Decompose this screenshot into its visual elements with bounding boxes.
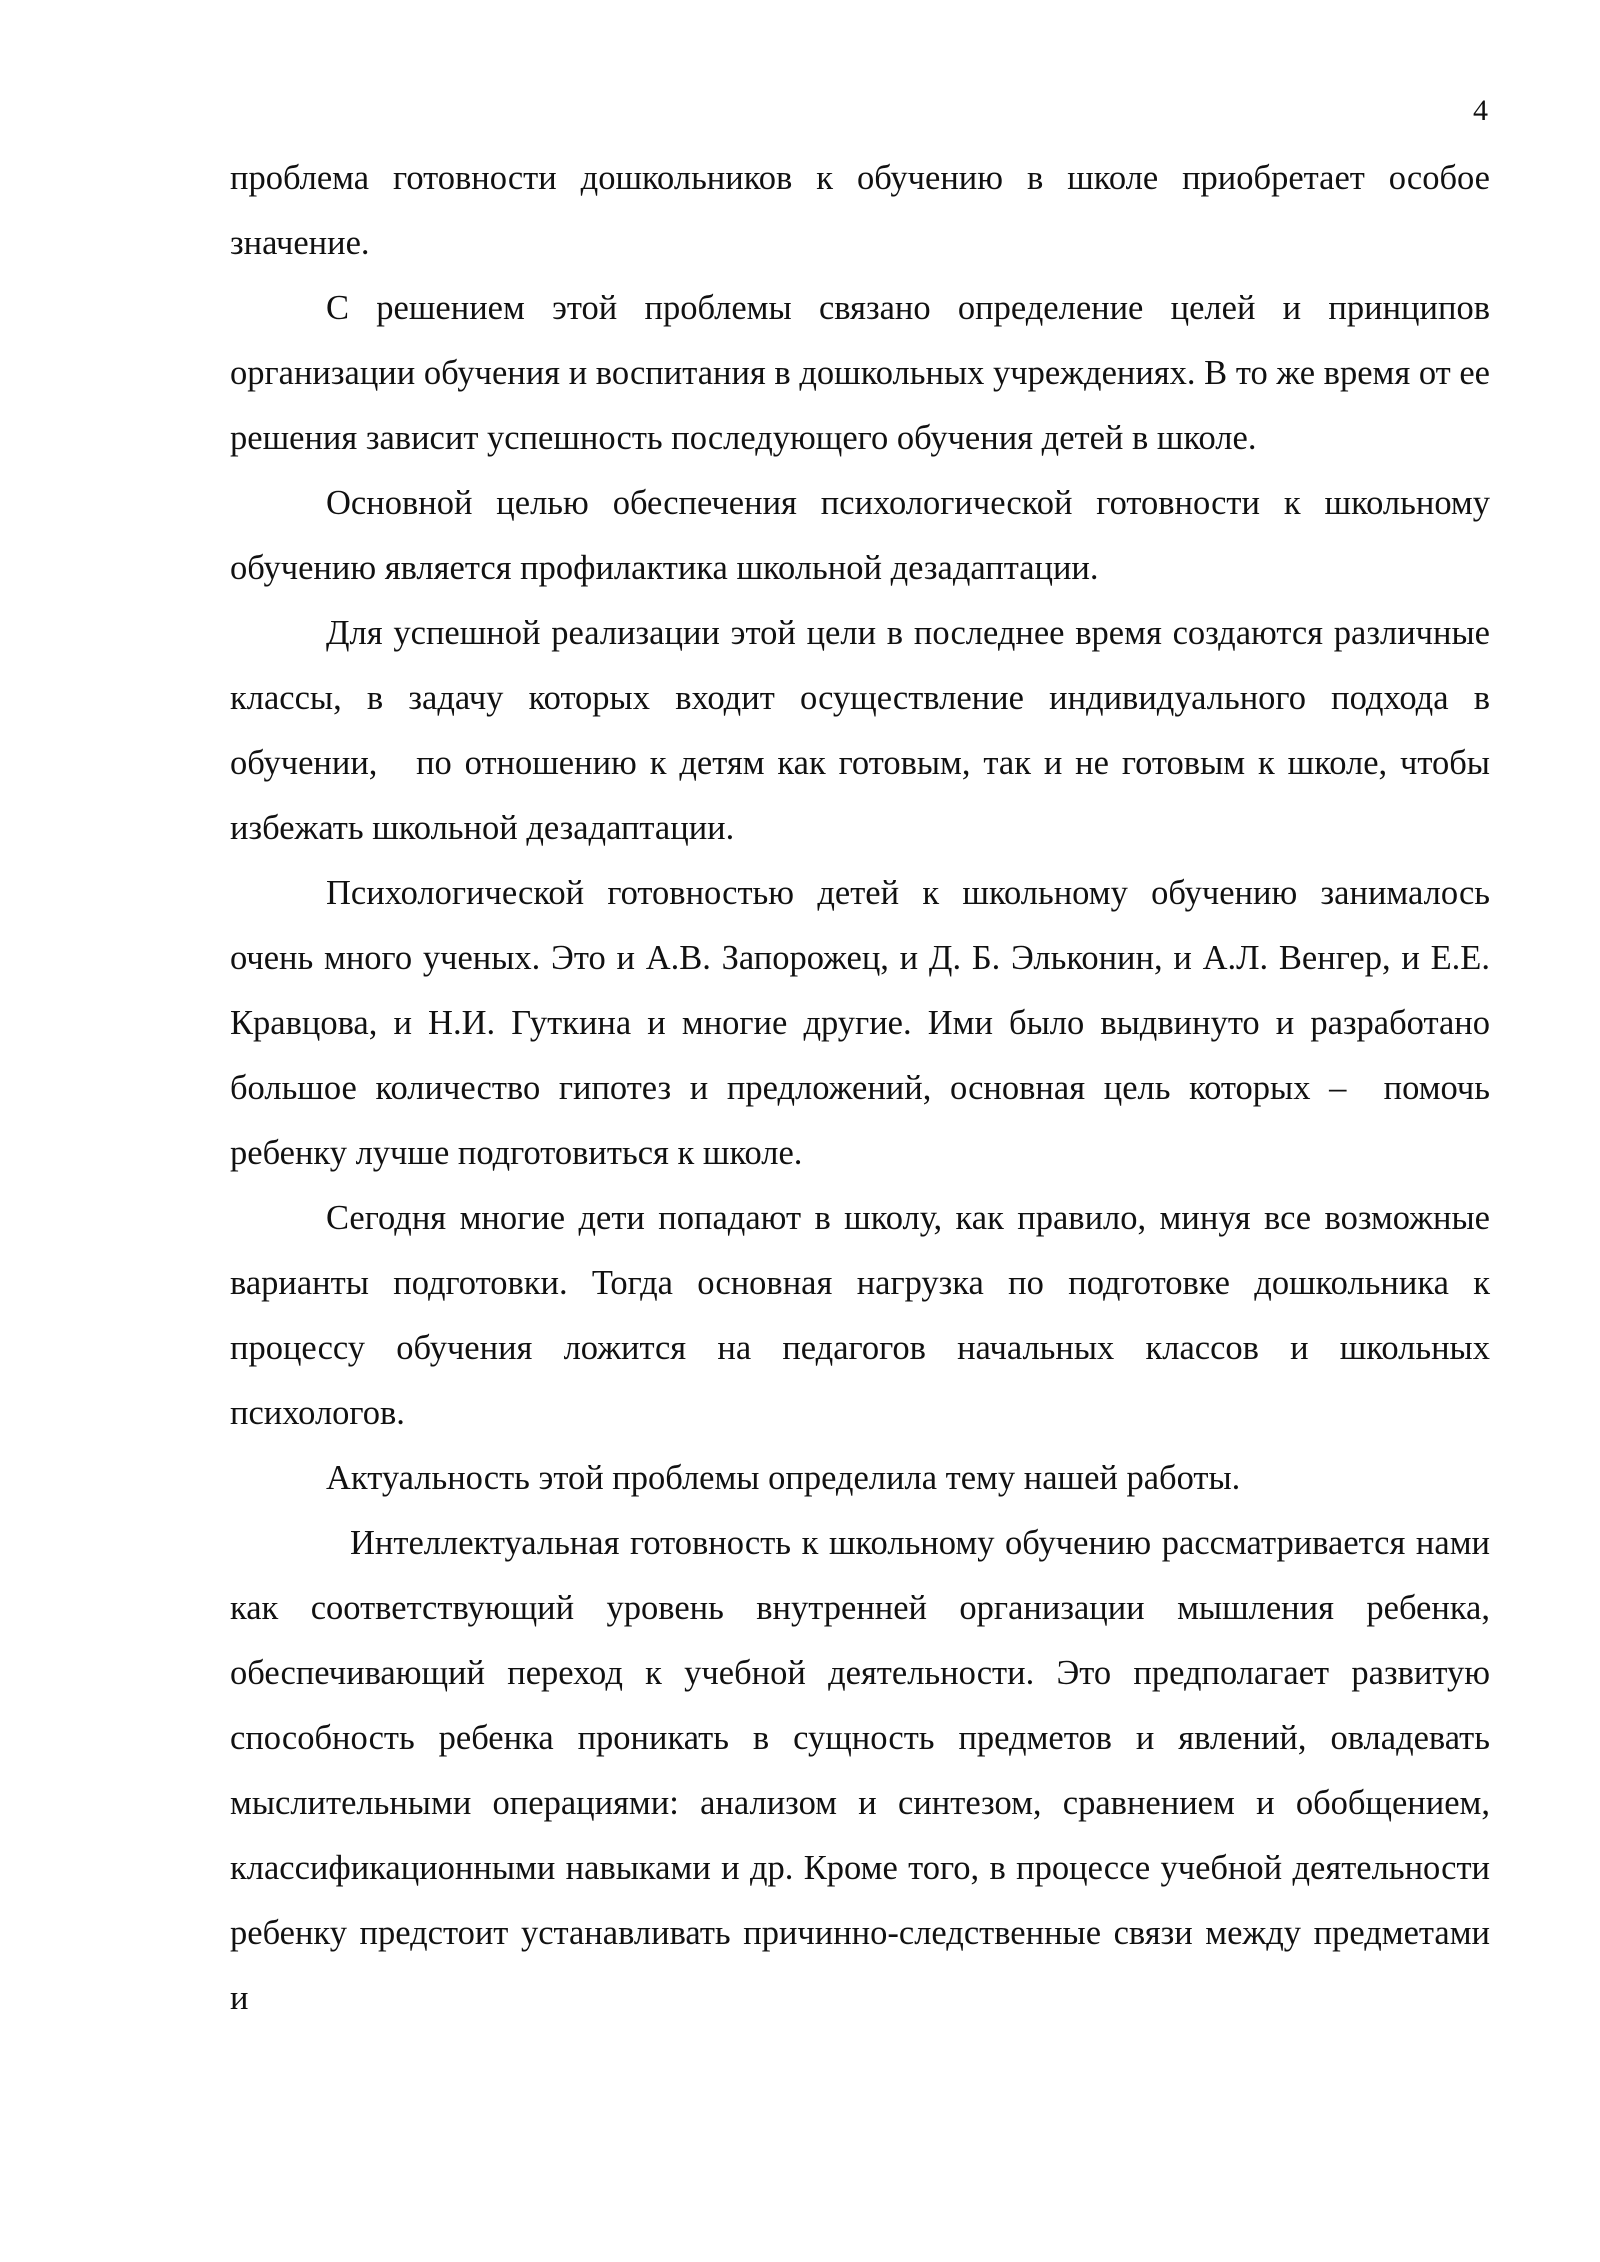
body-text (230, 146, 1499, 2031)
paragraph: Для успешной реализации этой цели в последнее время создаются различные классы, в задачу которых входит осуществление индивидуального подхода в обучении, по отношению к детям как готовым, так и не готовым к школе, чтобы избежать школьной дезадаптации. (230, 614, 1499, 847)
paragraph: С решением этой проблемы связано определение целей и принципов организации обучения и воспитания в дошкольных учреждениях. В то же время от ее решения зависит успешность последующего обучения детей в школе. (230, 289, 1499, 457)
paragraph: Сегодня многие дети попадают в школу, как правило, минуя все возможные варианты подготовки. Тогда основная нагрузка по подготовке дошкольника к процессу обучения ложится на педагогов начальных классов и школьных психологов. (230, 1199, 1499, 1432)
paragraph: Актуальность этой проблемы определила тему нашей работы. (326, 1459, 1241, 1497)
paragraph-continuation: проблема готовности дошкольников к обучению в школе приобретает особое значение. (230, 159, 1499, 262)
paragraph: Психологической готовностью детей к школьному обучению занималось очень много ученых. Это и А.В. Запорожец, и Д. Б. Эльконин, и А.Л. Венгер, и Е.Е. Кравцова, и Н.И. Гуткина и многие другие. Ими было выдвинуто и разработано большое количество гипотез и предложений, основная цель которых – помочь ребенку лучше подготовиться к школе. (230, 874, 1499, 1172)
page-number: 4 (1473, 94, 1488, 127)
paragraph: Интеллектуальная готовность к школьному обучению рассматривается нами как соответствующий уровень внутренней организации мышления ребенка, обеспечивающий переход к учебной деятельности. Это предполагает развитую способность ребенка проникать в сущность предметов и явлений, овладевать мыслительными операциями: анализом и синтезом, сравнением и обобщением, классификационными навыками и др. Кроме того, в процессе учебной деятельности ребенку предстоит устанавливать причинно-следственные связи между предметами и (230, 1524, 1499, 2017)
paragraph: Основной целью обеспечения психологической готовности к школьному обучению является профилактика школьной дезадаптации. (230, 484, 1499, 587)
